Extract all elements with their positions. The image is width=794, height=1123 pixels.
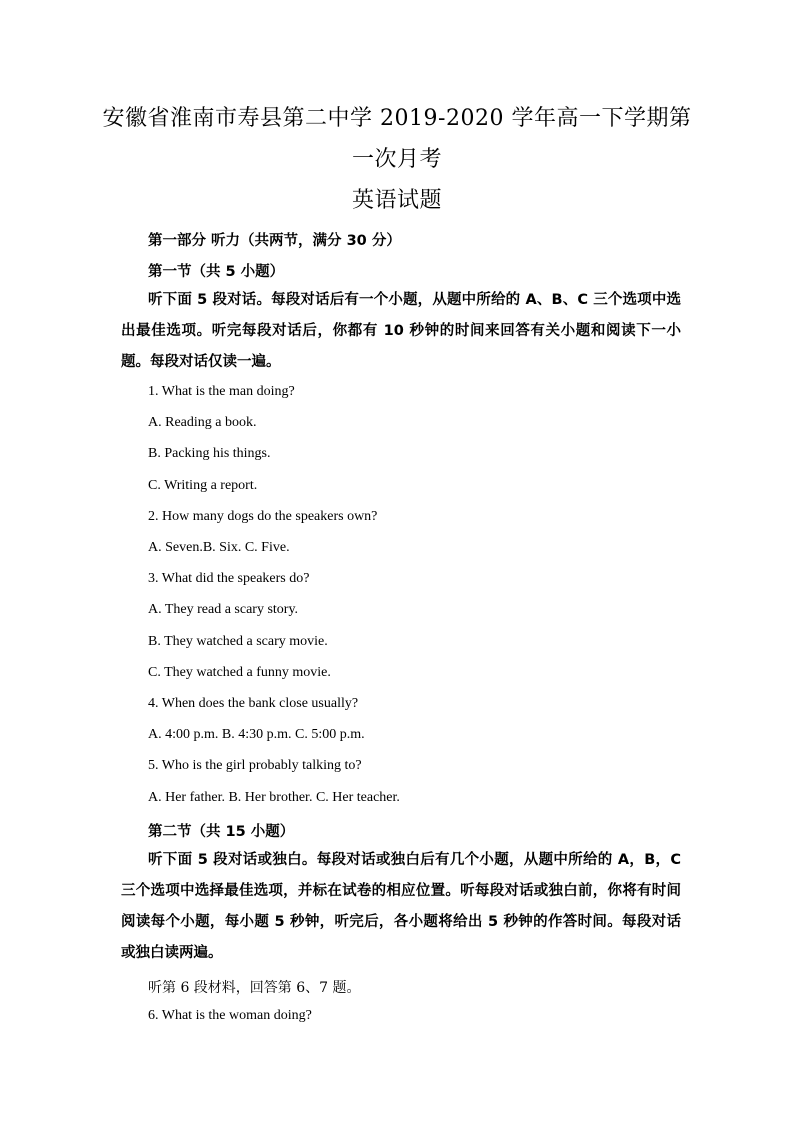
document-subtitle: 英语试题 [351,188,442,213]
section-2-instructions: 听下面 5 段对话或独白。每段对话或独白后有几个小题，从题中所给的 A，B，C 三个选项中选择最佳选项，并标在试卷的相应位置。听每段对话或独白前，你将有时间阅读每个小题，每小题 5 秒钟，听完后，各小题将给出 5 秒钟的作答时间。每段对话或独白读两遍。 [121,852,681,961]
question-3-option-c: C. They watched a funny movie. [148,665,331,680]
document-title-line-1: 安徽省淮南市寿县第二中学 2019-2020 学年高一下学期第 [102,106,692,131]
section-2-heading: 第二节（共 15 小题） [148,824,295,840]
question-4-options: A. 4:00 p.m. B. 4:30 p.m. C. 5:00 p.m. [148,727,365,742]
question-1-option-c: C. Writing a report. [148,478,258,493]
question-2-options: A. Seven.B. Six. C. Five. [148,540,290,555]
part-heading: 第一部分 听力（共两节，满分 30 分） [148,233,401,249]
section-1-instructions: 听下面 5 段对话。每段对话后有一个小题，从题中所给的 A、B、C 三个选项中选出最佳选项。听完每段对话后，你都有 10 秒钟的时间来回答有关小题和阅读下一小题。每段对话仅读一遍。 [121,292,681,370]
section-1-heading: 第一节（共 5 小题） [148,264,285,280]
question-3: 3. What did the speakers do? [148,571,310,586]
question-5: 5. Who is the girl probably talking to? [148,758,362,773]
question-3-option-a: A. They read a scary story. [148,602,299,617]
material-note: 听第 6 段材料，回答第 6、7 题。 [148,980,361,996]
question-5-options: A. Her father. B. Her brother. C. Her teacher. [148,790,400,805]
question-1: 1. What is the man doing? [148,384,295,399]
question-1-option-b: B. Packing his things. [148,446,271,461]
question-4: 4. When does the bank close usually? [148,696,359,711]
question-6: 6. What is the woman doing? [148,1008,312,1023]
question-1-option-a: A. Reading a book. [148,415,257,430]
question-3-option-b: B. They watched a scary movie. [148,634,328,649]
question-2: 2. How many dogs do the speakers own? [148,509,378,524]
document-title-line-2: 一次月考 [351,147,442,172]
